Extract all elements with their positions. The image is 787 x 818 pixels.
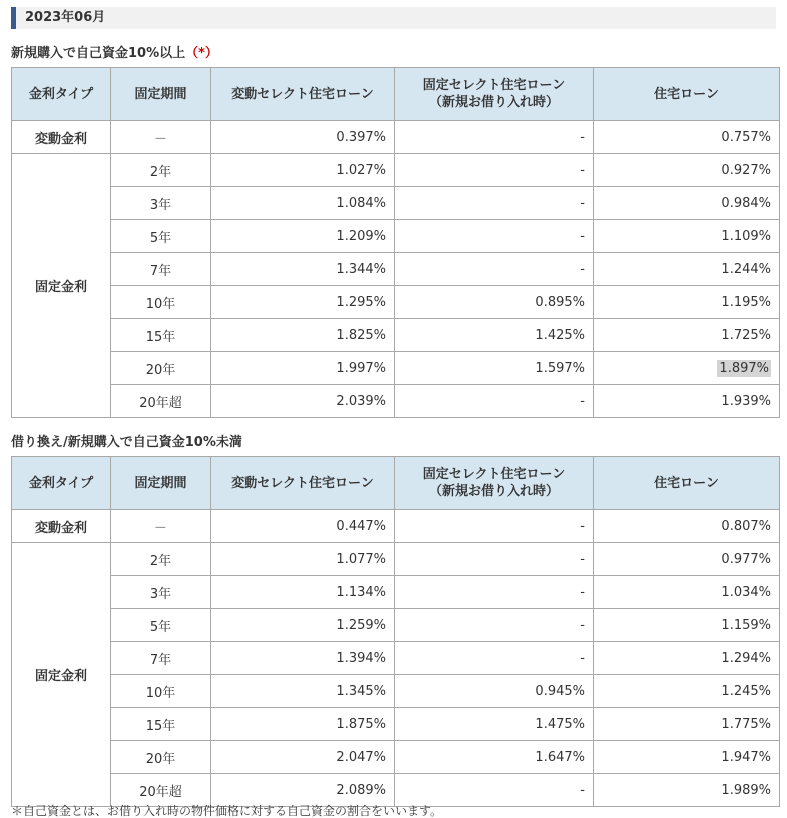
fixed-select-rate: 1.597%: [395, 352, 594, 385]
fixed-select-rate: -: [395, 385, 594, 418]
header-fixed-select-line2: （新規お借り入れ時）: [428, 484, 559, 499]
home-loan-rate: 1.159%: [594, 609, 780, 642]
table-row: [12, 319, 780, 352]
home-loan-rate: 0.757%: [594, 121, 780, 154]
period-cell: 10年: [111, 675, 211, 708]
header-type: 金利タイプ: [12, 68, 111, 121]
table-row: [12, 609, 780, 642]
table-row: [12, 352, 780, 385]
rate-type-fixed: 固定金利: [12, 543, 111, 807]
period-cell: 2年: [111, 543, 211, 576]
home-loan-rate: 1.294%: [594, 642, 780, 675]
variable-select-rate: 2.089%: [211, 774, 395, 807]
period-cell: 7年: [111, 642, 211, 675]
variable-select-rate: 1.027%: [211, 154, 395, 187]
home-loan-rate: 1.989%: [594, 774, 780, 807]
highlighted-rate: 1.897%: [719, 360, 769, 376]
period-cell: 10年: [111, 286, 211, 319]
fixed-select-rate: 0.895%: [395, 286, 594, 319]
note-mark: （*）: [185, 46, 218, 61]
period-cell: 20年: [111, 741, 211, 774]
header-fixed-select-line1: 固定セレクト住宅ローン: [422, 78, 566, 93]
header-home-loan: 住宅ローン: [594, 68, 780, 121]
header-variable-select: 変動セレクト住宅ローン: [211, 68, 395, 121]
fixed-select-rate: -: [395, 220, 594, 253]
home-loan-rate: 0.807%: [594, 510, 780, 543]
home-loan-rate: 1.725%: [594, 319, 780, 352]
fixed-select-rate: -: [395, 609, 594, 642]
variable-select-rate: 1.344%: [211, 253, 395, 286]
rate-type-variable: 変動金利: [12, 121, 111, 154]
fixed-select-rate: -: [395, 774, 594, 807]
home-loan-rate: 1.109%: [594, 220, 780, 253]
table-header-row: [12, 457, 780, 510]
table-row: [12, 510, 780, 543]
home-loan-rate: 1.947%: [594, 741, 780, 774]
variable-select-rate: 2.047%: [211, 741, 395, 774]
variable-select-rate: 0.397%: [211, 121, 395, 154]
period-cell: 20年超: [111, 385, 211, 418]
period-cell: －: [111, 121, 211, 154]
home-loan-rate: 0.977%: [594, 543, 780, 576]
variable-select-rate: 1.997%: [211, 352, 395, 385]
header-period: 固定期間: [111, 457, 211, 510]
period-cell: 15年: [111, 319, 211, 352]
period-cell: 2年: [111, 154, 211, 187]
fixed-select-rate: 1.425%: [395, 319, 594, 352]
period-cell: 7年: [111, 253, 211, 286]
period-cell: 5年: [111, 220, 211, 253]
table-row: [12, 642, 780, 675]
period-cell: －: [111, 510, 211, 543]
section-title-2: [11, 435, 242, 451]
table-row: [12, 675, 780, 708]
variable-select-rate: 1.077%: [211, 543, 395, 576]
period-cell: 5年: [111, 609, 211, 642]
fixed-select-rate: -: [395, 543, 594, 576]
table-row: [12, 741, 780, 774]
variable-select-rate: 1.134%: [211, 576, 395, 609]
home-loan-rate: 0.927%: [594, 154, 780, 187]
table-row: [12, 385, 780, 418]
table-row: [12, 543, 780, 576]
header-fixed-select-line1: 固定セレクト住宅ローン: [422, 467, 566, 482]
fixed-select-rate: 1.475%: [395, 708, 594, 741]
page-heading: 2023年06月: [11, 7, 776, 29]
fixed-select-rate: -: [395, 187, 594, 220]
header-variable-select: 変動セレクト住宅ローン: [211, 457, 395, 510]
variable-select-rate: 1.345%: [211, 675, 395, 708]
table-row: [12, 708, 780, 741]
rate-table-2: [11, 456, 780, 807]
table-row: [12, 121, 780, 154]
fixed-select-rate: -: [395, 121, 594, 154]
footnote: ＊自己資金とは、お借り入れ時の物件価格に対する自己資金の割合をいいます。: [11, 804, 443, 818]
home-loan-rate: 1.775%: [594, 708, 780, 741]
fixed-select-rate: -: [395, 154, 594, 187]
header-period: 固定期間: [111, 68, 211, 121]
home-loan-rate: [594, 352, 780, 385]
table-header-row: [12, 68, 780, 121]
fixed-select-rate: -: [395, 510, 594, 543]
variable-select-rate: 1.825%: [211, 319, 395, 352]
fixed-select-rate: -: [395, 253, 594, 286]
variable-select-rate: 1.259%: [211, 609, 395, 642]
period-cell: 20年: [111, 352, 211, 385]
header-fixed-select: [395, 68, 594, 121]
variable-select-rate: 1.209%: [211, 220, 395, 253]
variable-select-rate: 1.084%: [211, 187, 395, 220]
table-row: [12, 154, 780, 187]
header-type: 金利タイプ: [12, 457, 111, 510]
home-loan-rate: 1.034%: [594, 576, 780, 609]
fixed-select-rate: -: [395, 576, 594, 609]
fixed-select-rate: -: [395, 642, 594, 675]
table-row: [12, 286, 780, 319]
header-fixed-select-line2: （新規お借り入れ時）: [428, 95, 559, 110]
fixed-select-rate: 1.647%: [395, 741, 594, 774]
table-row: [12, 187, 780, 220]
table-row: [12, 253, 780, 286]
variable-select-rate: 0.447%: [211, 510, 395, 543]
period-cell: 15年: [111, 708, 211, 741]
rate-type-variable: 変動金利: [12, 510, 111, 543]
variable-select-rate: 2.039%: [211, 385, 395, 418]
home-loan-rate: 1.195%: [594, 286, 780, 319]
section-title-text: 借り換え/新規購入で自己資金10%未満: [11, 435, 242, 450]
header-fixed-select: [395, 457, 594, 510]
fixed-select-rate: 0.945%: [395, 675, 594, 708]
period-cell: 20年超: [111, 774, 211, 807]
home-loan-rate: 1.244%: [594, 253, 780, 286]
period-cell: 3年: [111, 187, 211, 220]
variable-select-rate: 1.394%: [211, 642, 395, 675]
table-row: [12, 220, 780, 253]
header-home-loan: 住宅ローン: [594, 457, 780, 510]
table-row: [12, 576, 780, 609]
rate-type-fixed: 固定金利: [12, 154, 111, 418]
variable-select-rate: 1.875%: [211, 708, 395, 741]
table-row: [12, 774, 780, 807]
section-title-1: [11, 46, 218, 62]
home-loan-rate: 1.939%: [594, 385, 780, 418]
home-loan-rate: 0.984%: [594, 187, 780, 220]
variable-select-rate: 1.295%: [211, 286, 395, 319]
section-title-text: 新規購入で自己資金10%以上: [11, 46, 186, 61]
rate-table-1: [11, 67, 780, 418]
period-cell: 3年: [111, 576, 211, 609]
home-loan-rate: 1.245%: [594, 675, 780, 708]
